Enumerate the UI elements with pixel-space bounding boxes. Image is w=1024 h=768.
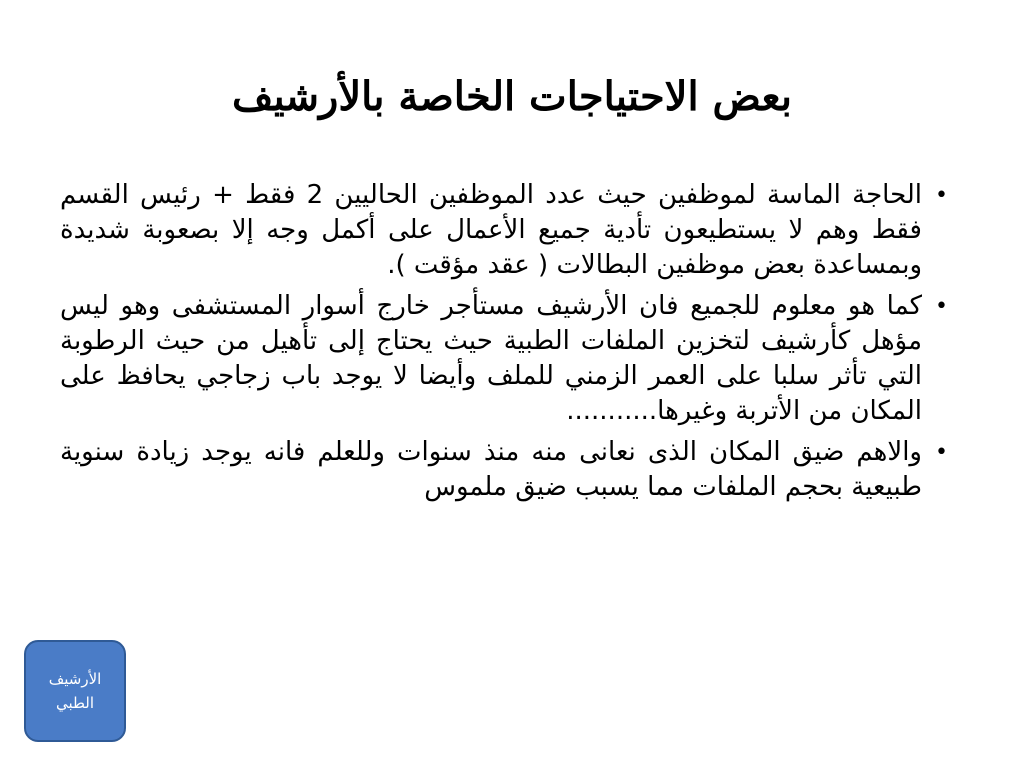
- badge-line-2: الطبي: [55, 694, 95, 712]
- medical-archive-button[interactable]: [24, 640, 126, 742]
- badge-line-1: الأرشيف: [48, 670, 102, 688]
- slide-title: بعض الاحتياجات الخاصة بالأرشيف: [232, 73, 792, 120]
- list-item: [60, 289, 948, 429]
- bullet-dot-icon: •: [935, 440, 948, 465]
- list-item: [60, 435, 948, 505]
- bullet-dot-icon: •: [935, 183, 948, 208]
- list-item: [60, 178, 948, 283]
- bullet-text: كما هو معلوم للجميع فان الأرشيف مستأجر خارج أسوار المستشفى وهو ليس مؤهل كأرشيف لتخزين الملفات الطبية حيث يحتاج إلى تأهيل من حيث الرطوبة التي تأثر سلبا على العمر الزمني للملف وأيضا لا يوجد باب زجاجي يحافظ على المكان من الأتربة وغيرها...........: [60, 291, 922, 426]
- bullet-dot-icon: •: [935, 294, 948, 319]
- bullet-text: الحاجة الماسة لموظفين حيث عدد الموظفين الحاليين 2 فقط + رئيس القسم فقط وهم لا يستطيعون تأدية جميع الأعمال على أكمل وجه إلا بصعوبة شديدة وبمساعدة بعض موظفين البطالات ( عقد مؤقت ).: [60, 180, 922, 280]
- bullet-list: [60, 178, 950, 511]
- bullet-text: والاهم ضيق المكان الذى نعانى منه منذ سنوات وللعلم فانه يوجد زيادة سنوية طبيعية بحجم الملفات مما يسبب ضيق ملموس: [60, 437, 922, 502]
